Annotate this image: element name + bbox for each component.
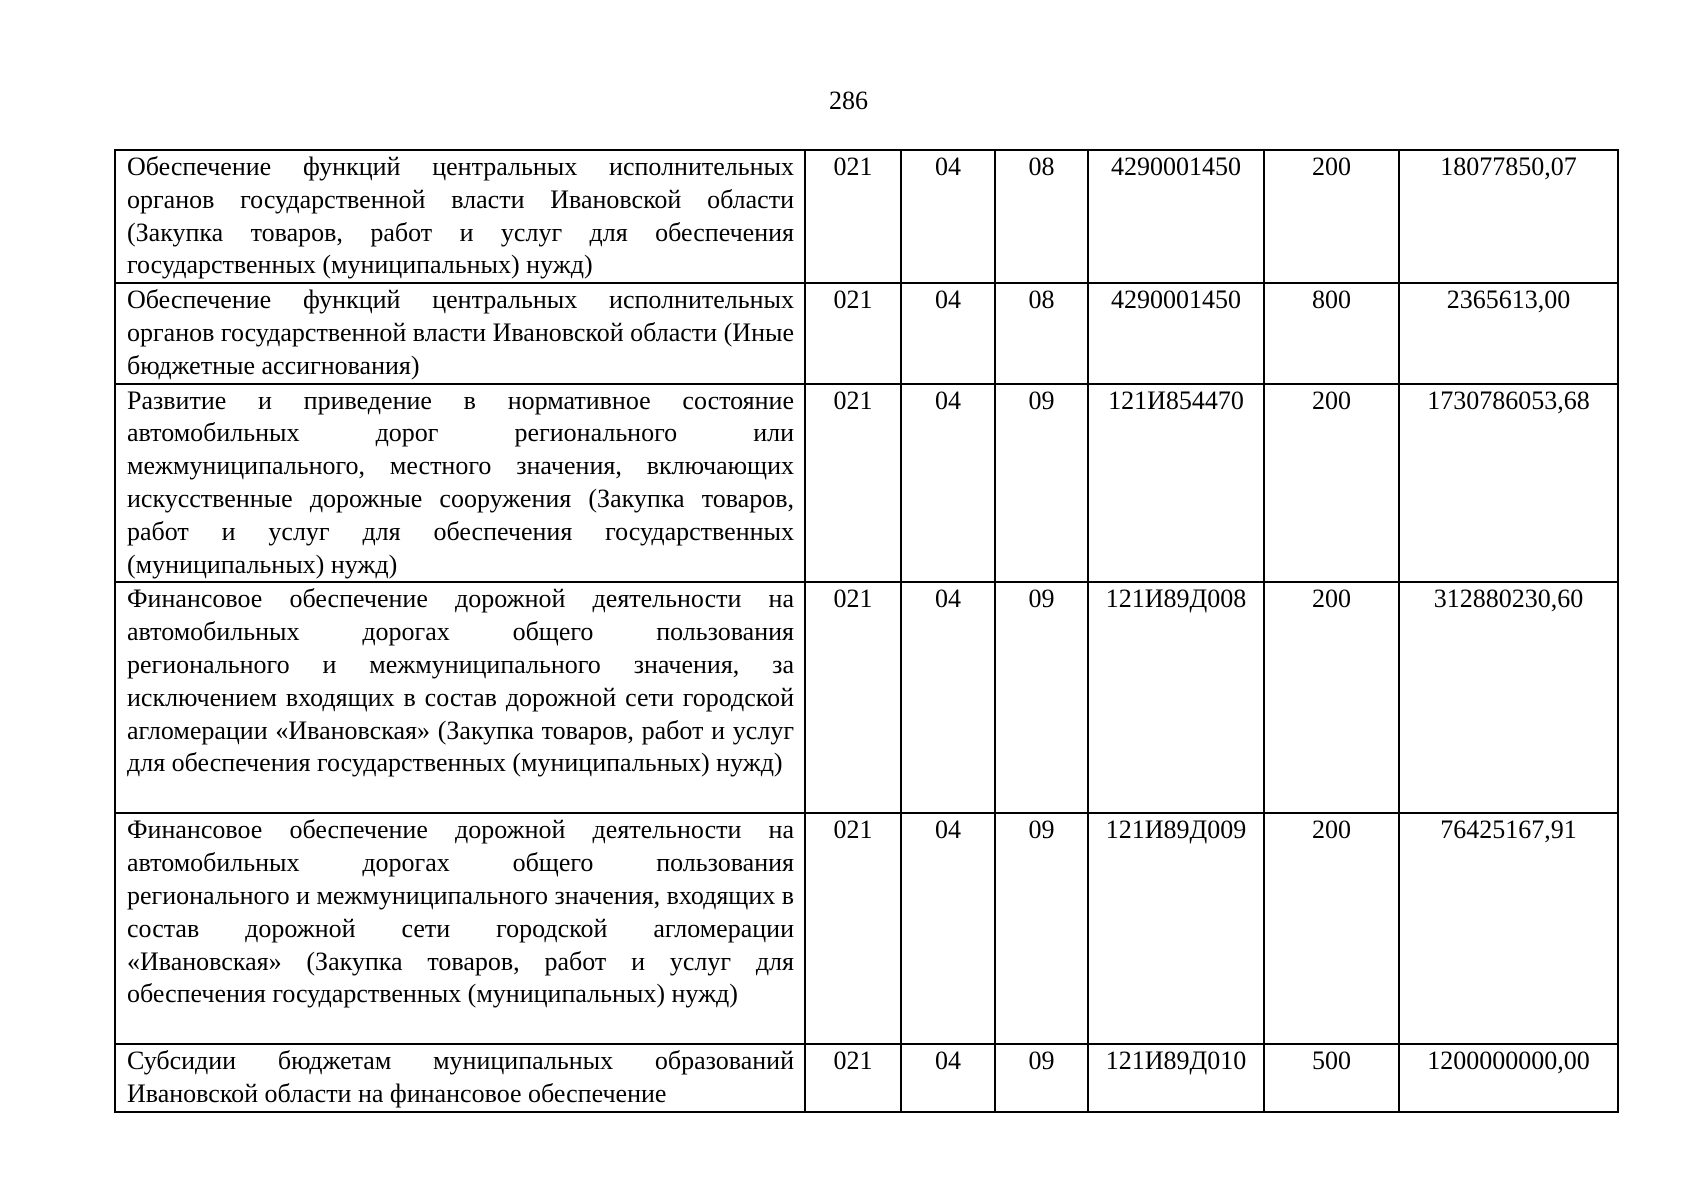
target-article-code: 4290001450: [1088, 150, 1264, 283]
expense-type-code: 500: [1264, 1044, 1399, 1112]
table-row: [115, 283, 1618, 383]
ministry-code: 021: [805, 150, 901, 283]
budget-table-body: [115, 150, 1618, 1112]
target-article-code: 121И89Д009: [1088, 813, 1264, 1044]
amount: 2365613,00: [1399, 283, 1618, 383]
target-article-code: 4290001450: [1088, 283, 1264, 383]
subsection-code: 08: [995, 150, 1088, 283]
target-article-code: 121И89Д010: [1088, 1044, 1264, 1112]
subsection-code: 09: [995, 813, 1088, 1044]
amount: 76425167,91: [1399, 813, 1618, 1044]
row-description: Развитие и приведение в нормативное состояние автомобильных дорог регионального или межмуниципального, местного значения, включающих искусственные дорожные сооружения (Закупка товаров, работ и услуг для обеспечения государственных (муниципальных) нужд): [115, 384, 805, 583]
amount: 312880230,60: [1399, 582, 1618, 813]
target-article-code: 121И854470: [1088, 384, 1264, 583]
subsection-code: 09: [995, 582, 1088, 813]
amount: 1730786053,68: [1399, 384, 1618, 583]
row-description: Финансовое обеспечение дорожной деятельности на автомобильных дорогах общего пользования регионального и межмуниципального значения, за исключением входящих в состав дорожной сети городской агломерации «Ивановская» (Закупка товаров, работ и услуг для обеспечения государственных (муниципальных) нужд): [115, 582, 805, 813]
table-row: [115, 150, 1618, 283]
ministry-code: 021: [805, 582, 901, 813]
expense-type-code: 200: [1264, 150, 1399, 283]
subsection-code: 09: [995, 384, 1088, 583]
row-description: Обеспечение функций центральных исполнительных органов государственной власти Ивановской области (Иные бюджетные ассигнования): [115, 283, 805, 383]
amount: 1200000000,00: [1399, 1044, 1618, 1112]
amount: 18077850,07: [1399, 150, 1618, 283]
row-description: Финансовое обеспечение дорожной деятельности на автомобильных дорогах общего пользования регионального и межмуниципального значения, входящих в состав дорожной сети городской агломерации «Ивановская» (Закупка товаров, работ и услуг для обеспечения государственных (муниципальных) нужд): [115, 813, 805, 1044]
ministry-code: 021: [805, 1044, 901, 1112]
expense-type-code: 800: [1264, 283, 1399, 383]
expense-type-code: 200: [1264, 813, 1399, 1044]
section-code: 04: [901, 384, 995, 583]
page-number: 286: [829, 86, 868, 115]
ministry-code: 021: [805, 813, 901, 1044]
budget-table: [114, 149, 1619, 1113]
table-row: [115, 582, 1618, 813]
subsection-code: 09: [995, 1044, 1088, 1112]
section-code: 04: [901, 150, 995, 283]
table-row: [115, 1044, 1618, 1112]
table-row: [115, 384, 1618, 583]
section-code: 04: [901, 582, 995, 813]
section-code: 04: [901, 813, 995, 1044]
table-row: [115, 813, 1618, 1044]
target-article-code: 121И89Д008: [1088, 582, 1264, 813]
row-description: Субсидии бюджетам муниципальных образований Ивановской области на финансовое обеспечение: [115, 1044, 805, 1112]
section-code: 04: [901, 283, 995, 383]
ministry-code: 021: [805, 283, 901, 383]
section-code: 04: [901, 1044, 995, 1112]
row-description: Обеспечение функций центральных исполнительных органов государственной власти Ивановской области (Закупка товаров, работ и услуг для обеспечения государственных (муниципальных) нужд): [115, 150, 805, 283]
ministry-code: 021: [805, 384, 901, 583]
expense-type-code: 200: [1264, 384, 1399, 583]
subsection-code: 08: [995, 283, 1088, 383]
expense-type-code: 200: [1264, 582, 1399, 813]
